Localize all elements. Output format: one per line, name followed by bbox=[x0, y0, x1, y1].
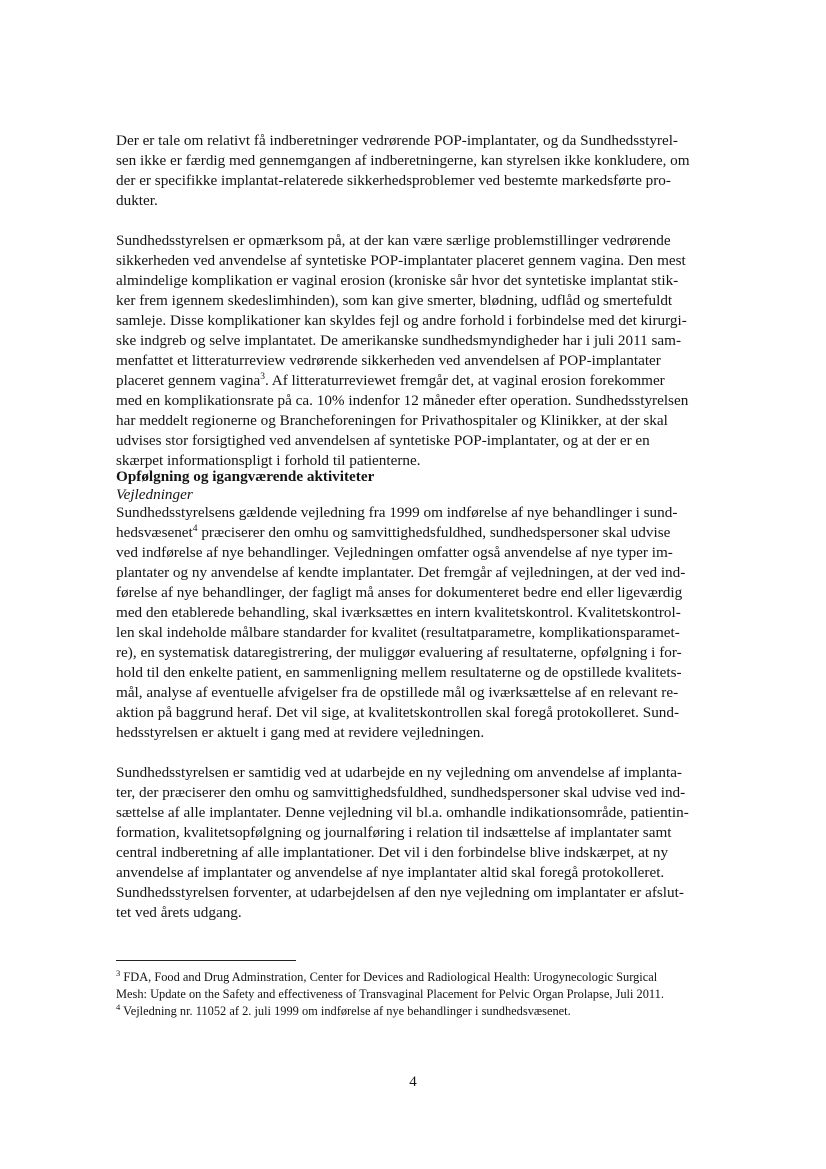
paragraph-3-line-2-start: hedsvæsenet bbox=[116, 524, 193, 541]
section-subheading: Vejledninger bbox=[116, 486, 193, 503]
paragraph-2-line: skærpet informationspligt i forhold til patienterne. bbox=[116, 452, 421, 469]
footnote-ref-3: 3 bbox=[260, 371, 265, 382]
paragraph-4-line: Sundhedsstyrelsen forventer, at udarbejdelsen af den nye vejledning om implantater er afslut- bbox=[116, 884, 684, 901]
paragraph-2-line: almindelige komplikation er vaginal erosion (kroniske sår hvor det syntetiske implantat stik- bbox=[116, 272, 679, 289]
paragraph-3-line: len skal indeholde målbare standarder for kvalitet (resultatparametre, komplikationsparamet- bbox=[116, 624, 680, 641]
paragraph-2-line: sikkerheden ved anvendelse af syntetiske POP-implantater placeret gennem vagina. Den mest bbox=[116, 252, 686, 269]
paragraph-3-line: Sundhedsstyrelsens gældende vejledning fra 1999 om indførelse af nye behandlinger i sund- bbox=[116, 504, 678, 521]
paragraph-4-line: sættelse af alle implantater. Denne vejledning vil bl.a. omhandle indikationsområde, patientin- bbox=[116, 804, 689, 821]
paragraph-2-line: ker frem igennem skedeslimhinden), som kan give smerter, blødning, udflåd og smertefuldt bbox=[116, 292, 673, 309]
paragraph-4-line: Sundhedsstyrelsen er samtidig ved at udarbejde en ny vejledning om anvendelse af implanta- bbox=[116, 764, 682, 781]
section-heading: Opfølgning og igangværende aktiviteter bbox=[116, 468, 375, 485]
footnote-3-line: Mesh: Update on the Safety and effectiveness of Transvaginal Placement for Pelvic Organ Prolapse, Juli 2011. bbox=[116, 987, 664, 1001]
page-number: 4 bbox=[409, 1074, 417, 1090]
paragraph-3-line: hold til den enkelte patient, en sammenligning mellem resultaterne og de opstillede kvalitets- bbox=[116, 664, 682, 681]
footnote-4-mark: 4 bbox=[116, 1001, 121, 1012]
footnote-3-text: FDA, Food and Drug Adminstration, Center for Devices and Radiological Health: Urogynecologic Surgical bbox=[123, 970, 658, 984]
paragraph-3-line-2-end: præciserer den omhu og samvittighedsfuldhed, sundhedspersoner skal udvise bbox=[197, 524, 671, 541]
footnote-3-line bbox=[116, 967, 658, 985]
paragraph-2-line: har meddelt regionerne og Brancheforeningen for Privathospitaler og Klinikker, at der skal bbox=[116, 412, 668, 429]
paragraph-4-line: central indberetning af alle implantationer. Det vil i den forbindelse blive indskærpet, at ny bbox=[116, 844, 669, 861]
paragraph-3-line: førelse af nye behandlinger, der fagligt må anses for dokumenteret bedre end eller ligeværdig bbox=[116, 584, 683, 601]
paragraph-3-line: aktion på baggrund heraf. Det vil sige, at kvalitetskontrollen skal foregå protokolleret. Sund- bbox=[116, 704, 680, 721]
paragraph-2-line-with-footnote bbox=[116, 371, 665, 391]
paragraph-4-line: tet ved årets udgang. bbox=[116, 904, 242, 921]
paragraph-2-line: Sundhedsstyrelsen er opmærksom på, at der kan være særlige problemstillinger vedrørende bbox=[116, 232, 671, 249]
paragraph-2-line: ske indgreb og selve implantatet. De amerikanske sundhedsmyndigheder har i juli 2011 sam- bbox=[116, 332, 682, 349]
paragraph-1-line: dukter. bbox=[116, 192, 158, 209]
footnote-ref-4: 4 bbox=[192, 523, 198, 534]
paragraph-2-line: samleje. Disse komplikationer kan skyldes fejl og andre forhold i forbindelse med det kirurgi- bbox=[116, 312, 687, 329]
paragraph-3-line: med den etablerede behandling, skal iværksættes en intern kvalitetskontrol. Kvalitetskontrol- bbox=[116, 604, 681, 621]
paragraph-3-line: plantater og ny anvendelse af kendte implantater. Det fremgår af vejledningen, at der ved ind- bbox=[116, 564, 686, 581]
paragraph-1-line: sen ikke er færdig med gennemgangen af indberetningerne, kan styrelsen ikke konkludere, om bbox=[116, 152, 690, 169]
footnote-4-line bbox=[116, 1001, 571, 1019]
paragraph-2-line: menfattet et litteraturreview vedrørende sikkerheden ved anvendelsen af POP-implantater bbox=[116, 352, 661, 369]
paragraph-3-line: mål, analyse af eventuelle afvigelser fra de opstillede mål og iværksættelse af en relevant re- bbox=[116, 684, 679, 701]
paragraph-1-line: Der er tale om relativt få indberetninger vedrørende POP-implantater, og da Sundhedsstyrel- bbox=[116, 132, 678, 149]
paragraph-2-line: udvises stor forsigtighed ved anvendelsen af syntetiske POP-implantater, og at der er en bbox=[116, 432, 650, 449]
paragraph-3-line: re), en systematisk dataregistrering, der muliggør evaluering af resultaterne, opfølgning i for- bbox=[116, 644, 682, 661]
paragraph-4-line: ter, der præciserer den omhu og samvittighedsfuldhed, sundhedspersoner skal udvise ved ind- bbox=[116, 784, 686, 801]
footnote-separator bbox=[116, 960, 296, 961]
paragraph-2-line-8-start: placeret gennem vagina bbox=[116, 372, 261, 389]
paragraph-2-line-8-end: . Af litteraturreviewet fremgår det, at vaginal erosion forekommer bbox=[264, 372, 665, 389]
paragraph-2-line: med en komplikationsrate på ca. 10% indenfor 12 måneder efter operation. Sundhedsstyrelsen bbox=[116, 392, 689, 409]
paragraph-3-line-with-footnote bbox=[116, 523, 670, 543]
paragraph-3-line: hedsstyrelsen er aktuelt i gang med at revidere vejledningen. bbox=[116, 724, 485, 741]
paragraph-4-line: formation, kvalitetsopfølgning og journalføring i relation til indsættelse af implantater samt bbox=[116, 824, 672, 841]
paragraph-3-line: ved indførelse af nye behandlinger. Vejledningen omfatter også anvendelse af nye typer im- bbox=[116, 544, 673, 561]
footnote-3-mark: 3 bbox=[116, 967, 121, 978]
paragraph-4-line: anvendelse af implantater og anvendelse af nye implantater altid skal foregå protokolleret. bbox=[116, 864, 665, 881]
footnote-4-text: Vejledning nr. 11052 af 2. juli 1999 om indførelse af nye behandlinger i sundhedsvæsenet. bbox=[123, 1004, 571, 1018]
paragraph-1-line: der er specifikke implantat-relaterede sikkerhedsproblemer ved bestemte markedsførte pro- bbox=[116, 172, 671, 189]
